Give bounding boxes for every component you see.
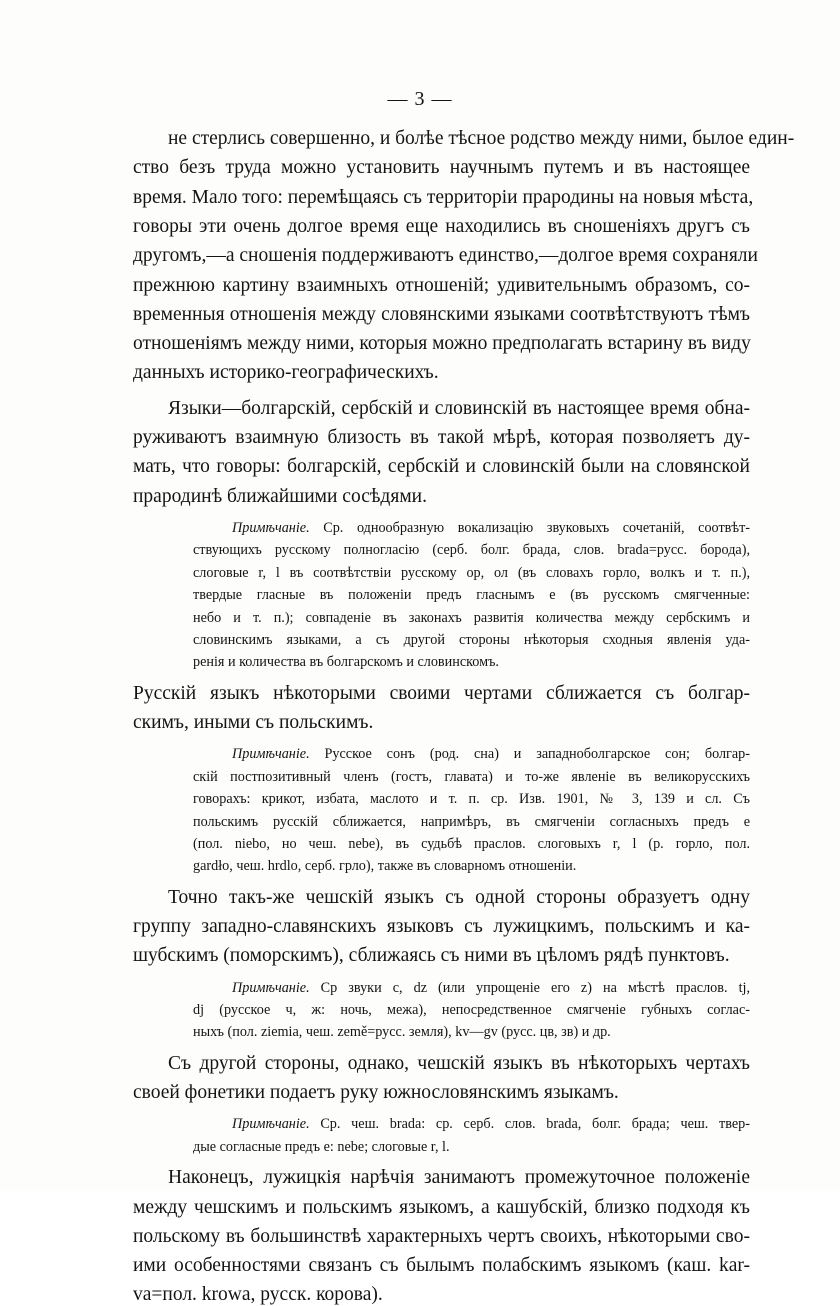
note-7-line-1: [232, 980, 750, 997]
note-3-line-4: твердые гласные въ положеніи предъ гласнымъ е (въ русскомъ смягченные:: [193, 587, 750, 604]
paragraph-1-line-8: отношеніямъ между ними, которыя можно предполагать встарину въ виду: [133, 333, 751, 355]
note-7-line-3: ныхъ (пол. ziemia, чеш. země=русс. земля), kv—gv (русс. цв, зв) и др.: [193, 1024, 611, 1041]
note-3-line-5: небо и т. п.); совпаденіе въ законахъ развитія количества между сербскимъ и: [193, 609, 750, 626]
paragraph-10-line-1: Наконецъ, лужицкія нарѣчія занимаютъ промежуточное положеніе: [168, 1167, 750, 1189]
note-label: Примѣчаніе.: [232, 1116, 310, 1133]
paragraph-1-line-4: говоры эти очень долгое время еще находились въ сношеніяхъ другъ съ: [133, 215, 750, 237]
paragraph-10-line-4: ими особенностями связанъ съ былымъ полабскимъ языкомъ (каш. kar-: [133, 1255, 750, 1277]
note-label: Примѣчаніе.: [232, 979, 310, 996]
note-3-line-3: слоговые r, l въ соотвѣтствіи русскому ор, ол (въ словахъ горло, волкъ и т. п.),: [193, 564, 750, 581]
paragraph-1-line-7: временныя отношенія между словянскими языками соотвѣтствуютъ тѣмъ: [133, 303, 750, 325]
note-5-line-4: польскимъ русскій сближается, напримѣръ, въ смягченіи согласныхъ предъ е: [193, 813, 750, 830]
note-text: Ср звуки c, dz (или упрощеніе его z) на мѣстѣ праслов. tj,: [309, 979, 750, 996]
paragraph-6-line-2: группу западно-славянскихъ языковъ съ лужицкимъ, польскимъ и ка-: [133, 916, 750, 937]
note-text: Ср. однообразную вокализацію звуковыхъ сочетаній, соотвѣт-: [309, 519, 750, 536]
paragraph-4-line-1: Русскій языкъ нѣкоторыми своими чертами сближается съ болгар-: [133, 682, 750, 704]
paragraph-10-line-2: между чешскимъ и польскимъ языкомъ, а кашубскій, близко подходя къ: [133, 1196, 750, 1218]
paragraph-6-line-3: шубскимъ (поморскимъ), сближаясь съ ними въ цѣломъ рядѣ пунктовъ.: [133, 945, 730, 967]
note-label: Примѣчаніе.: [232, 519, 310, 536]
paragraph-2-line-2: руживаютъ взаимную близость въ такой мѣрѣ, которая позволяетъ ду-: [133, 427, 750, 448]
note-5-line-2: скій постпозитивный членъ (гостъ, главата) и то-же явленіе въ великорусскихъ: [193, 768, 750, 785]
paragraph-8-line-1: Съ другой стороны, однако, чешскій языкъ въ нѣкоторыхъ чертахъ: [168, 1052, 750, 1074]
note-9-line-2: дые согласные предъ е: nebe; слоговые r, l.: [193, 1138, 450, 1155]
note-label: Примѣчаніе.: [232, 746, 310, 763]
paragraph-1-line-1: не стерлись совершенно, и болѣе тѣсное родство между ними, былое един-: [168, 128, 795, 149]
note-5-line-1: [232, 746, 750, 763]
note-5-line-3: говорахъ: крикот, избата, маслото и т. п. ср. Изв. 1901, № 3, 139 и сл. Съ: [193, 791, 750, 808]
note-3-line-1: [232, 520, 750, 537]
note-9-line-1: [232, 1116, 750, 1133]
paragraph-1-line-9: данныхъ историко-географическихъ.: [133, 362, 439, 384]
paragraph-8-line-2: своей фонетики подаетъ руку южнословянскимъ языкамъ.: [133, 1082, 619, 1104]
paragraph-4-line-2: скимъ, иными съ польскимъ.: [133, 712, 374, 733]
note-3-line-6: словинскимъ языками, а съ другой стороны нѣкоторыя сходныя явленія уда-: [193, 631, 750, 648]
paragraph-6-line-1: Точно такъ-же чешскій языкъ съ одной стороны образуетъ одну: [168, 886, 750, 908]
note-3-line-2: ствующихъ русскому полногласію (серб. болг. брада, слов. brada=русс. борода),: [193, 542, 750, 559]
paragraph-10-line-5: va=пол. krowa, русск. корова).: [133, 1284, 383, 1306]
note-7-line-2: dj (русское ч, ж: ночь, межа), непосредственное смягченіе губныхъ соглас-: [193, 1002, 750, 1018]
note-5-line-6: gardło, чеш. hrdlo, серб. грло), также въ словарномъ отношеніи.: [193, 858, 577, 875]
paragraph-2-line-4: прародинѣ ближайшими сосѣдями.: [133, 485, 427, 507]
note-text: Ср. чеш. brada: ср. серб. слов. brada, болг. брада; чеш. твер-: [309, 1116, 750, 1133]
note-5-line-5: (пол. niebo, но чеш. nebe), въ судьбѣ праслов. слоговыхъ r, l (р. горло, пол.: [193, 835, 750, 852]
paragraph-1-line-3: время. Мало того: перемѣщаясь съ территоріи прародины на новыя мѣста,: [133, 186, 754, 208]
paragraph-1-line-6: прежнюю картину взаимныхъ отношеній; удивительнымъ образомъ, со-: [133, 274, 750, 296]
paragraph-2-line-3: мать, что говоры: болгарскій, сербскій и словинскій были на словянской: [133, 456, 750, 478]
paragraph-10-line-3: польскому въ большинствѣ характерныхъ чертъ своихъ, нѣкоторыми сво-: [133, 1225, 750, 1247]
note-text: Русское сонъ (род. сна) и западноболгарское сон; болгар-: [309, 746, 750, 763]
paragraph-2-line-1: Языки—болгарскій, сербскій и словинскій въ настоящее время обна-: [168, 397, 750, 419]
page-number: — 3 —: [387, 88, 453, 110]
paragraph-1-line-2: ство безъ труда можно установить научнымъ путемъ и въ настоящее: [133, 157, 750, 179]
paragraph-1-line-5: другомъ,—а сношенія поддерживаютъ единство,—долгое время сохраняли: [133, 245, 758, 267]
note-3-line-7: ренія и количества въ болгарскомъ и словинскомъ.: [193, 654, 499, 671]
